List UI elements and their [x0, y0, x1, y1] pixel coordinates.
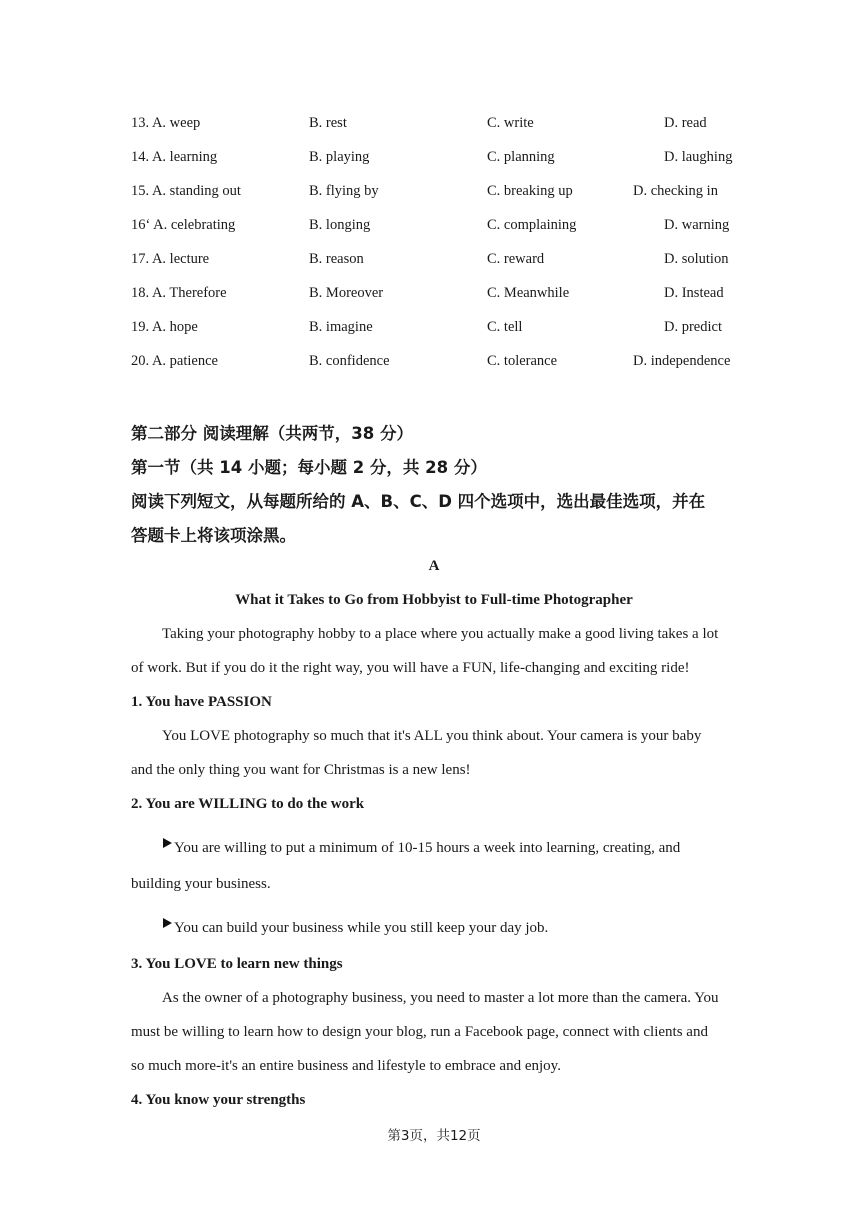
option-row-18 — [0, 285, 868, 309]
option-a: 14. A. learning — [131, 149, 218, 165]
option-b: B. rest — [309, 115, 347, 131]
option-a: 20. A. patience — [131, 353, 218, 369]
option-c: C. Meanwhile — [487, 285, 570, 301]
paragraph-3-line-1: As the owner of a photography business, you need to master a lot more than the camera. You — [162, 990, 719, 1006]
option-c: C. tolerance — [487, 353, 558, 369]
intro-line-2: of work. But if you do it the right way, you will have a FUN, life-changing and exciting ride! — [131, 660, 690, 676]
paragraph-3-line-3: so much more-it's an entire business and lifestyle to embrace and enjoy. — [131, 1058, 561, 1074]
triangle-bullet-icon — [163, 838, 172, 848]
option-row-16 — [0, 217, 868, 241]
paragraph-1-line-2: and the only thing you want for Christmas is a new lens! — [131, 762, 471, 778]
option-row-20 — [0, 353, 868, 377]
option-row-17 — [0, 251, 868, 275]
option-c: C. write — [487, 115, 534, 131]
heading-3: 3. You LOVE to learn new things — [131, 956, 343, 972]
paragraph-1-line-1: You LOVE photography so much that it's ALL you think about. Your camera is your baby — [162, 728, 702, 744]
bullet-1-line-2: building your business. — [131, 876, 271, 892]
bullet-item-1 — [163, 838, 680, 857]
option-d: D. laughing — [664, 149, 733, 165]
option-c: C. reward — [487, 251, 545, 267]
option-a: 13. A. weep — [131, 115, 201, 131]
triangle-bullet-icon — [163, 918, 172, 928]
option-b: B. playing — [309, 149, 370, 165]
bullet-2-line-1: You can build your business while you still keep your day job. — [174, 920, 549, 936]
part-title: 第二部分 阅读理解（共两节，38 分） — [131, 424, 413, 443]
heading-2: 2. You are WILLING to do the work — [131, 796, 365, 812]
option-a: 15. A. standing out — [131, 183, 241, 199]
page-number: 第3页，共12页 — [387, 1128, 481, 1144]
option-a: 16ʻ A. celebrating — [131, 217, 236, 233]
paragraph-3-line-2: must be willing to learn how to design your blog, run a Facebook page, connect with clients and — [131, 1024, 708, 1040]
option-a: 18. A. Therefore — [131, 285, 227, 301]
option-d: D. predict — [664, 319, 722, 335]
option-b: B. confidence — [309, 353, 390, 369]
heading-4: 4. You know your strengths — [131, 1092, 306, 1108]
option-c: C. breaking up — [487, 183, 573, 199]
option-b: B. Moreover — [309, 285, 384, 301]
option-b: B. reason — [309, 251, 364, 267]
option-row-13 — [0, 115, 868, 139]
instruction-line-1: 阅读下列短文，从每题所给的 A、B、C、D 四个选项中，选出最佳选项，并在 — [131, 492, 706, 511]
heading-1: 1. You have PASSION — [131, 694, 272, 710]
option-d: D. independence — [633, 353, 731, 369]
instruction-line-2: 答题卡上将该项涂黑。 — [131, 526, 296, 545]
option-d: D. warning — [664, 217, 730, 233]
intro-line-1: Taking your photography hobby to a place where you actually make a good living takes a lot — [162, 626, 719, 642]
option-b: B. flying by — [309, 183, 379, 199]
option-b: B. longing — [309, 217, 371, 233]
passage-title: What it Takes to Go from Hobbyist to Full-time Photographer — [235, 592, 633, 608]
option-c: C. tell — [487, 319, 523, 335]
option-row-19 — [0, 319, 868, 343]
option-d: D. checking in — [633, 183, 718, 199]
option-d: D. Instead — [664, 285, 724, 301]
option-b: B. imagine — [309, 319, 373, 335]
bullet-item-2 — [163, 918, 548, 937]
bullet-1-line-1: You are willing to put a minimum of 10-15 hours a week into learning, creating, and — [174, 840, 681, 856]
option-a: 19. A. hope — [131, 319, 198, 335]
option-row-15 — [0, 183, 868, 207]
option-d: D. read — [664, 115, 707, 131]
option-d: D. solution — [664, 251, 729, 267]
option-c: C. complaining — [487, 217, 577, 233]
option-a: 17. A. lecture — [131, 251, 210, 267]
option-row-14 — [0, 149, 868, 173]
section-title: 第一节（共 14 小题；每小题 2 分，共 28 分） — [131, 458, 487, 477]
passage-letter: A — [428, 558, 440, 574]
option-c: C. planning — [487, 149, 555, 165]
